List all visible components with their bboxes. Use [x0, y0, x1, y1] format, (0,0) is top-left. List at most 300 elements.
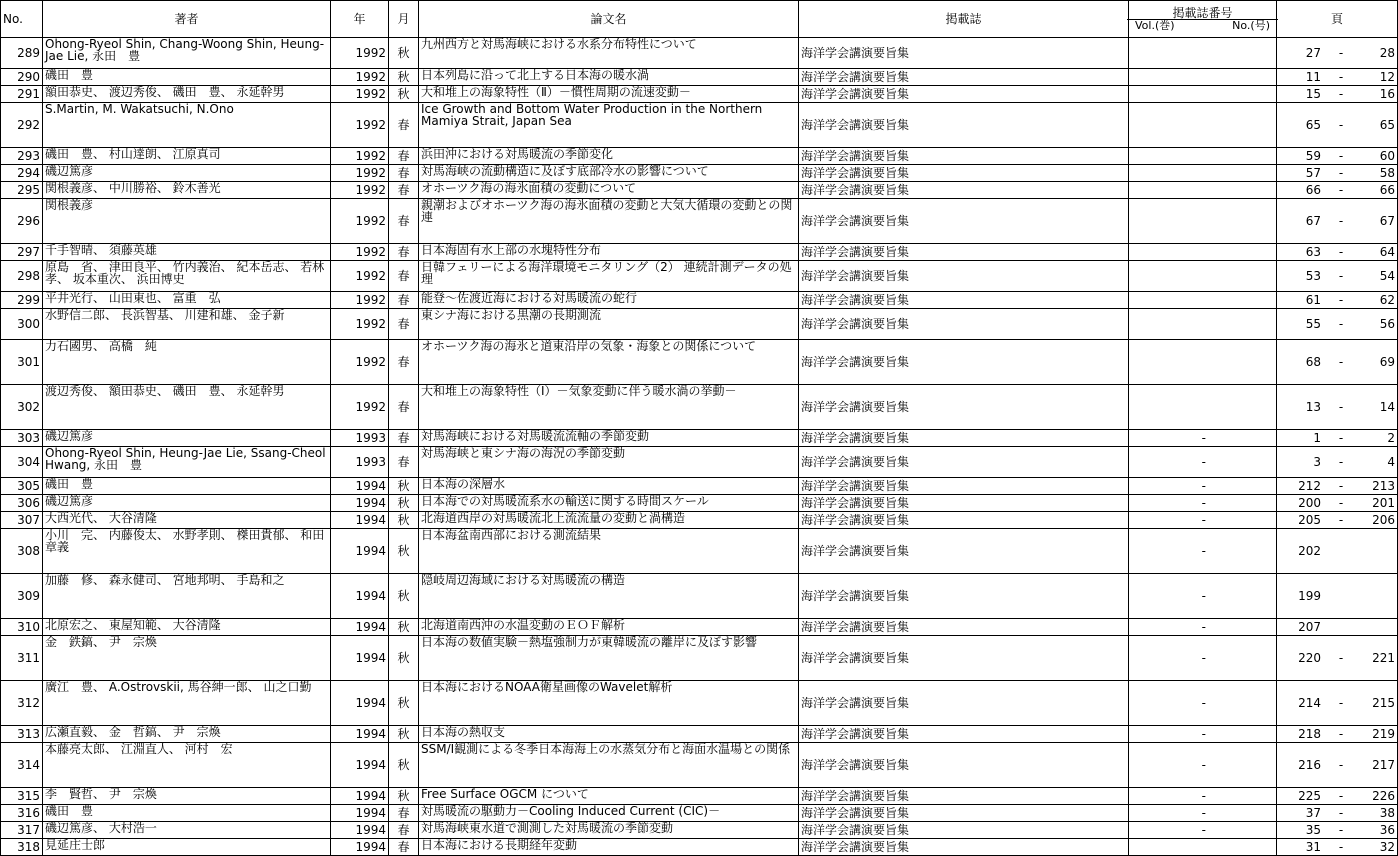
- page-dash: -: [1338, 118, 1344, 132]
- row-no: 289: [1, 38, 43, 69]
- row-no: 300: [1, 309, 43, 340]
- row-author: 磯辺篤彦、 大村浩一: [43, 822, 331, 839]
- row-no: 316: [1, 805, 43, 822]
- row-author: 平井光行、 山田東也、 富重 弘: [43, 292, 331, 309]
- row-author: 廣江 豊、 A.Ostrovskii, 馬谷紳一郎、 山之口勤: [43, 681, 331, 726]
- page-end: 206: [1372, 513, 1395, 527]
- row-vol: [1129, 261, 1277, 292]
- page-end: 213: [1372, 479, 1395, 493]
- table-row: [1, 244, 1398, 261]
- row-vol: -: [1129, 636, 1277, 681]
- row-month: 春: [389, 447, 419, 478]
- row-month: 秋: [389, 478, 419, 495]
- table-row: [1, 478, 1398, 495]
- page-range: [1279, 401, 1395, 413]
- row-year: 1994: [331, 529, 389, 574]
- row-year: 1994: [331, 574, 389, 619]
- row-journal: 海洋学会講演要旨集: [799, 619, 1129, 636]
- page-range: [1279, 150, 1395, 162]
- row-pages: [1277, 309, 1398, 340]
- row-author: Ohong-Ryeol Shin, Chang-Woong Shin, Heung-Jae Lie, 永田 豊: [43, 38, 331, 69]
- header-month: 月: [389, 1, 419, 38]
- row-title: 日本海における長期経年変動: [419, 839, 799, 856]
- row-pages: [1277, 199, 1398, 244]
- row-title: 対馬海峡の流動構造に及ぼす底部冷水の影響について: [419, 165, 799, 182]
- row-pages: [1277, 148, 1398, 165]
- row-author: 小川 完、 内藤俊太、 水野孝則、 榤田貴郁、 和田章義: [43, 529, 331, 574]
- page-dash: -: [1338, 355, 1344, 369]
- page-start: 65: [1305, 118, 1321, 132]
- row-pages: [1277, 430, 1398, 447]
- header-volno: [1129, 1, 1277, 38]
- page-dash: -: [1338, 823, 1344, 837]
- table-row: [1, 839, 1398, 856]
- row-month: 秋: [389, 38, 419, 69]
- row-month: 秋: [389, 529, 419, 574]
- row-year: 1992: [331, 86, 389, 103]
- page-end: 28: [1379, 46, 1395, 60]
- row-author: 北原宏之、 東屋知範、 大谷清隆: [43, 619, 331, 636]
- page-range: [1279, 514, 1395, 526]
- page-end: 64: [1379, 245, 1395, 259]
- row-month: 秋: [389, 681, 419, 726]
- row-month: 春: [389, 199, 419, 244]
- row-title: 日本列島に沿って北上する日本海の暖水渦: [419, 69, 799, 86]
- row-vol: -: [1129, 512, 1277, 529]
- row-pages: [1277, 478, 1398, 495]
- row-title: 対馬海峡における対馬暖流流軸の季節変動: [419, 430, 799, 447]
- row-author: Ohong-Ryeol Shin, Heung-Jae Lie, Ssang-Cheol Hwang, 永田 豊: [43, 447, 331, 478]
- row-no: 306: [1, 495, 43, 512]
- row-pages: [1277, 86, 1398, 103]
- row-vol: [1129, 244, 1277, 261]
- table-row: [1, 822, 1398, 839]
- row-no: 305: [1, 478, 43, 495]
- page-range: [1279, 88, 1395, 100]
- row-no: 302: [1, 385, 43, 430]
- table-row: [1, 574, 1398, 619]
- row-journal: 海洋学会講演要旨集: [799, 86, 1129, 103]
- row-journal: 海洋学会講演要旨集: [799, 340, 1129, 385]
- row-title: Ice Growth and Bottom Water Production in the Northern Mamiya Strait, Japan Sea: [419, 103, 799, 148]
- table-row: [1, 636, 1398, 681]
- table-row: [1, 148, 1398, 165]
- page-start: 57: [1305, 166, 1321, 180]
- row-vol: -: [1129, 447, 1277, 478]
- row-no: 292: [1, 103, 43, 148]
- page-end: [1361, 590, 1395, 602]
- table-row: [1, 447, 1398, 478]
- row-vol: [1129, 385, 1277, 430]
- page-end: 62: [1379, 293, 1395, 307]
- page-end: 58: [1379, 166, 1395, 180]
- row-author: 加藤 修、 森永健司、 宮地邦明、 手島和之: [43, 574, 331, 619]
- page-range: [1279, 480, 1395, 492]
- page-start: 37: [1305, 806, 1321, 820]
- page-start: 216: [1298, 758, 1321, 772]
- row-pages: [1277, 38, 1398, 69]
- page-end: [1361, 621, 1395, 633]
- row-year: 1994: [331, 839, 389, 856]
- page-dash: [1321, 590, 1361, 602]
- page-end: 14: [1379, 400, 1395, 414]
- page-dash: -: [1338, 46, 1344, 60]
- row-no: 304: [1, 447, 43, 478]
- row-title: 東シナ海における黒潮の長期測流: [419, 309, 799, 340]
- row-pages: [1277, 340, 1398, 385]
- row-title: オホーツク海の海氷と道東沿岸の気象・海象との関係について: [419, 340, 799, 385]
- row-no: 315: [1, 788, 43, 805]
- table-row: [1, 261, 1398, 292]
- row-vol: -: [1129, 619, 1277, 636]
- row-month: 春: [389, 292, 419, 309]
- row-vol: [1129, 38, 1277, 69]
- row-title: 対馬海峡東水道で測測した対馬暖流の季節変動: [419, 822, 799, 839]
- row-journal: 海洋学会講演要旨集: [799, 261, 1129, 292]
- row-journal: 海洋学会講演要旨集: [799, 743, 1129, 788]
- row-title: 日本海固有水上部の水塊特性分布: [419, 244, 799, 261]
- header-year: 年: [331, 1, 389, 38]
- page-start: 13: [1305, 400, 1321, 414]
- row-no: 308: [1, 529, 43, 574]
- row-vol: [1129, 182, 1277, 199]
- row-author: 金 鉄鎬、 尹 宗煥: [43, 636, 331, 681]
- table-row: [1, 385, 1398, 430]
- page-end: 226: [1372, 789, 1395, 803]
- row-author: 渡辺秀俊、 額田恭史、 磯田 豊、 永延幹男: [43, 385, 331, 430]
- page-start: 67: [1305, 214, 1321, 228]
- page-range: [1279, 215, 1395, 227]
- page-end: 221: [1372, 651, 1395, 665]
- row-month: 春: [389, 385, 419, 430]
- row-journal: 海洋学会講演要旨集: [799, 309, 1129, 340]
- header-row: [1, 1, 1398, 38]
- row-journal: 海洋学会講演要旨集: [799, 636, 1129, 681]
- page-end: 56: [1379, 317, 1395, 331]
- row-no: 293: [1, 148, 43, 165]
- page-range: [1279, 824, 1395, 836]
- row-author: S.Martin, M. Wakatsuchi, N.Ono: [43, 103, 331, 148]
- row-month: 秋: [389, 495, 419, 512]
- row-no: 297: [1, 244, 43, 261]
- row-pages: [1277, 447, 1398, 478]
- row-journal: 海洋学会講演要旨集: [799, 805, 1129, 822]
- page-range: [1279, 790, 1395, 802]
- page-range: [1279, 652, 1395, 664]
- page-range: [1279, 728, 1395, 740]
- row-title: 北海道西岸の対馬暖流北上流流量の変動と渦構造: [419, 512, 799, 529]
- row-year: 1994: [331, 636, 389, 681]
- row-journal: 海洋学会講演要旨集: [799, 148, 1129, 165]
- row-pages: [1277, 69, 1398, 86]
- row-author: 額田恭史、 渡辺秀俊、 磯田 豊、 永延幹男: [43, 86, 331, 103]
- row-journal: 海洋学会講演要旨集: [799, 103, 1129, 148]
- page-dash: -: [1338, 431, 1344, 445]
- page-start: 66: [1305, 183, 1321, 197]
- row-vol: [1129, 309, 1277, 340]
- page-start: 220: [1298, 651, 1321, 665]
- page-range: [1279, 807, 1395, 819]
- row-year: 1992: [331, 292, 389, 309]
- page-end: 219: [1372, 727, 1395, 741]
- table-row: [1, 103, 1398, 148]
- row-title: 北海道南西沖の水温変動のＥＯＦ解析: [419, 619, 799, 636]
- row-vol: -: [1129, 529, 1277, 574]
- row-title: 日本海の深層水: [419, 478, 799, 495]
- page-start: 31: [1305, 840, 1321, 854]
- row-year: 1994: [331, 619, 389, 636]
- page-range: [1279, 270, 1395, 282]
- row-author: 磯田 豊: [43, 478, 331, 495]
- page-start: 61: [1305, 293, 1321, 307]
- row-vol: [1129, 103, 1277, 148]
- row-journal: 海洋学会講演要旨集: [799, 38, 1129, 69]
- row-journal: 海洋学会講演要旨集: [799, 495, 1129, 512]
- header-vol: Vol.(巻): [1135, 18, 1175, 32]
- row-journal: 海洋学会講演要旨集: [799, 182, 1129, 199]
- row-vol: [1129, 69, 1277, 86]
- row-journal: 海洋学会講演要旨集: [799, 69, 1129, 86]
- table-row: [1, 726, 1398, 743]
- row-pages: [1277, 495, 1398, 512]
- page-dash: -: [1338, 455, 1344, 469]
- page-end: 12: [1379, 70, 1395, 84]
- page-dash: -: [1338, 840, 1344, 854]
- row-pages: [1277, 292, 1398, 309]
- row-pages: [1277, 839, 1398, 856]
- page-dash: -: [1338, 245, 1344, 259]
- page-start: 3: [1313, 455, 1321, 469]
- row-journal: 海洋学会講演要旨集: [799, 726, 1129, 743]
- row-title: 九州西方と対馬海峡における水系分布特性について: [419, 38, 799, 69]
- row-year: 1992: [331, 244, 389, 261]
- row-month: 秋: [389, 788, 419, 805]
- row-year: 1992: [331, 309, 389, 340]
- page-start: 212: [1298, 479, 1321, 493]
- row-author: 関根義彦: [43, 199, 331, 244]
- row-title: 日本海の数値実験－熱塩強制力が東韓暖流の離岸に及ぼす影響: [419, 636, 799, 681]
- row-no: 307: [1, 512, 43, 529]
- page-end: 32: [1379, 840, 1395, 854]
- row-vol: -: [1129, 574, 1277, 619]
- row-month: 春: [389, 839, 419, 856]
- page-dash: [1321, 545, 1361, 557]
- row-no: 312: [1, 681, 43, 726]
- row-year: 1994: [331, 681, 389, 726]
- page-dash: -: [1338, 269, 1344, 283]
- row-month: 春: [389, 822, 419, 839]
- page-start: 68: [1305, 355, 1321, 369]
- page-end: 69: [1379, 355, 1395, 369]
- row-month: 秋: [389, 636, 419, 681]
- page-range: [1279, 432, 1395, 444]
- row-vol: [1129, 340, 1277, 385]
- row-pages: [1277, 681, 1398, 726]
- row-month: 秋: [389, 743, 419, 788]
- page-dash: -: [1338, 87, 1344, 101]
- page-dash: -: [1338, 166, 1344, 180]
- page-start: 35: [1305, 823, 1321, 837]
- header-no: No.: [1, 1, 43, 38]
- page-dash: -: [1338, 70, 1344, 84]
- row-pages: [1277, 574, 1398, 619]
- table-row: [1, 309, 1398, 340]
- row-vol: -: [1129, 788, 1277, 805]
- row-author: 本藤亮太郎、 江淵直人、 河村 宏: [43, 743, 331, 788]
- page-end: 36: [1379, 823, 1395, 837]
- row-month: 春: [389, 261, 419, 292]
- page-dash: -: [1338, 789, 1344, 803]
- row-no: 309: [1, 574, 43, 619]
- row-year: 1994: [331, 495, 389, 512]
- header-page: 頁: [1277, 1, 1398, 38]
- row-vol: -: [1129, 822, 1277, 839]
- page-dash: -: [1338, 183, 1344, 197]
- table-row: [1, 165, 1398, 182]
- row-journal: 海洋学会講演要旨集: [799, 292, 1129, 309]
- row-month: 秋: [389, 619, 419, 636]
- page-start: 63: [1305, 245, 1321, 259]
- row-vol: [1129, 148, 1277, 165]
- page-range: [1279, 294, 1395, 306]
- page-range: [1279, 246, 1395, 258]
- page-range: [1279, 167, 1395, 179]
- row-author: 磯辺篤彦: [43, 165, 331, 182]
- page-range: [1279, 841, 1395, 853]
- row-title: 対馬暖流の駆動力－Cooling Induced Current (CIC)－: [419, 805, 799, 822]
- row-pages: [1277, 182, 1398, 199]
- row-year: 1994: [331, 478, 389, 495]
- page-start: 218: [1298, 727, 1321, 741]
- table-row: [1, 340, 1398, 385]
- row-title: 能登～佐渡近海における対馬暖流の蛇行: [419, 292, 799, 309]
- row-year: 1992: [331, 69, 389, 86]
- page-range: [1279, 545, 1395, 557]
- row-pages: [1277, 726, 1398, 743]
- page-dash: -: [1338, 513, 1344, 527]
- page-end: 2: [1387, 431, 1395, 445]
- row-no: 295: [1, 182, 43, 199]
- row-journal: 海洋学会講演要旨集: [799, 529, 1129, 574]
- page-start: 214: [1298, 696, 1321, 710]
- row-title: Free Surface OGCM について: [419, 788, 799, 805]
- page-end: 217: [1372, 758, 1395, 772]
- page-start: 200: [1298, 496, 1321, 510]
- page-range: [1279, 456, 1395, 468]
- row-vol: [1129, 165, 1277, 182]
- row-journal: 海洋学会講演要旨集: [799, 430, 1129, 447]
- row-author: 関根義彦、 中川勝裕、 鈴木善光: [43, 182, 331, 199]
- row-vol: -: [1129, 681, 1277, 726]
- row-month: 春: [389, 309, 419, 340]
- row-journal: 海洋学会講演要旨集: [799, 199, 1129, 244]
- row-year: 1993: [331, 447, 389, 478]
- row-no: 299: [1, 292, 43, 309]
- row-year: 1992: [331, 182, 389, 199]
- row-vol: -: [1129, 743, 1277, 788]
- row-title: 日本海の熱収支: [419, 726, 799, 743]
- table-row: [1, 38, 1398, 69]
- row-year: 1992: [331, 385, 389, 430]
- page-dash: -: [1338, 479, 1344, 493]
- row-month: 春: [389, 103, 419, 148]
- row-title: 対馬海峡と東シナ海の海況の季節変動: [419, 447, 799, 478]
- page-start: 207: [1298, 620, 1321, 634]
- row-no: 311: [1, 636, 43, 681]
- header-vol-sub: [1129, 20, 1276, 32]
- table-row: [1, 743, 1398, 788]
- table-row: [1, 529, 1398, 574]
- row-title: 日本海盆南西部における測流結果: [419, 529, 799, 574]
- row-pages: [1277, 743, 1398, 788]
- row-year: 1993: [331, 430, 389, 447]
- row-title: 日本海におけるNOAA衛星画像のWavelet解析: [419, 681, 799, 726]
- table-row: [1, 619, 1398, 636]
- row-pages: [1277, 261, 1398, 292]
- row-no: 301: [1, 340, 43, 385]
- row-author: 広瀬直毅、 金 哲鎬、 尹 宗煥: [43, 726, 331, 743]
- row-journal: 海洋学会講演要旨集: [799, 574, 1129, 619]
- page-dash: -: [1338, 727, 1344, 741]
- row-month: 春: [389, 430, 419, 447]
- row-author: 見延庄士郎: [43, 839, 331, 856]
- page-dash: -: [1338, 651, 1344, 665]
- row-month: 秋: [389, 69, 419, 86]
- row-author: 水野信二郎、 長浜智基、 川建和雄、 金子新: [43, 309, 331, 340]
- row-author: 李 賢哲、 尹 宗煥: [43, 788, 331, 805]
- row-author: 力石國男、 高橋 純: [43, 340, 331, 385]
- row-no: 294: [1, 165, 43, 182]
- row-pages: [1277, 512, 1398, 529]
- row-vol: -: [1129, 805, 1277, 822]
- row-journal: 海洋学会講演要旨集: [799, 822, 1129, 839]
- row-month: 秋: [389, 574, 419, 619]
- page-range: [1279, 119, 1395, 131]
- row-year: 1992: [331, 340, 389, 385]
- row-month: 春: [389, 244, 419, 261]
- page-end: 215: [1372, 696, 1395, 710]
- page-end: 38: [1379, 806, 1395, 820]
- row-month: 春: [389, 805, 419, 822]
- page-dash: -: [1338, 317, 1344, 331]
- row-year: 1994: [331, 822, 389, 839]
- row-vol: -: [1129, 478, 1277, 495]
- row-year: 1994: [331, 726, 389, 743]
- table-row: [1, 495, 1398, 512]
- row-journal: 海洋学会講演要旨集: [799, 244, 1129, 261]
- row-no: 313: [1, 726, 43, 743]
- row-author: 千手智晴、 須藤英雄: [43, 244, 331, 261]
- row-author: 原島 省、 津田良平、 竹内義治、 紀本岳志、 若林 孝、 坂本重次、 浜田博史: [43, 261, 331, 292]
- page-end: 54: [1379, 269, 1395, 283]
- row-year: 1992: [331, 199, 389, 244]
- row-year: 1992: [331, 261, 389, 292]
- page-end: [1361, 545, 1395, 557]
- row-no: 296: [1, 199, 43, 244]
- row-title: 日本海での対馬暖流系水の輸送に関する時間スケール: [419, 495, 799, 512]
- page-start: 53: [1305, 269, 1321, 283]
- row-month: 春: [389, 148, 419, 165]
- page-end: 65: [1379, 118, 1395, 132]
- table-row: [1, 69, 1398, 86]
- row-pages: [1277, 529, 1398, 574]
- row-journal: 海洋学会講演要旨集: [799, 165, 1129, 182]
- page-start: 1: [1313, 431, 1321, 445]
- row-pages: [1277, 103, 1398, 148]
- page-start: 15: [1305, 87, 1321, 101]
- row-journal: 海洋学会講演要旨集: [799, 788, 1129, 805]
- page-dash: [1321, 621, 1361, 633]
